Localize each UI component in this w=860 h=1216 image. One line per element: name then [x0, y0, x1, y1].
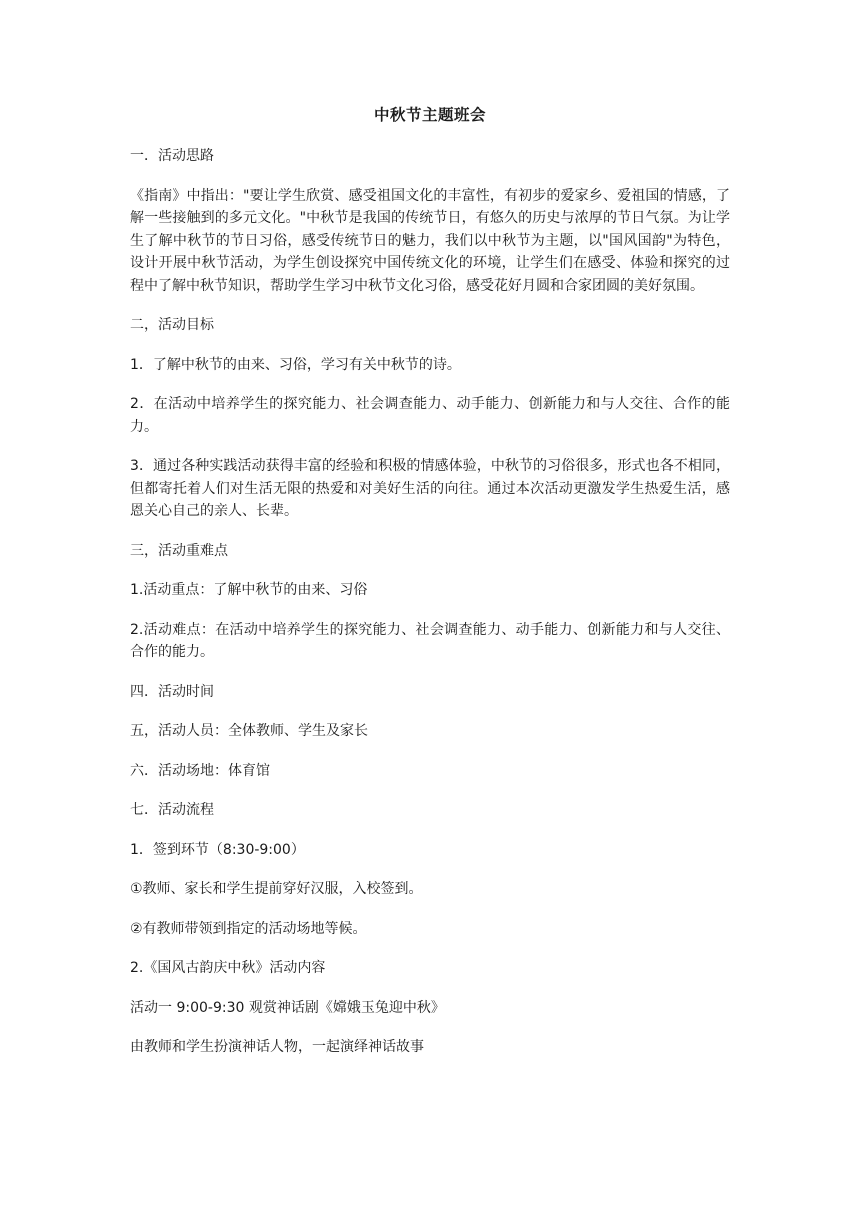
section-heading-process: 七．活动流程	[130, 802, 214, 818]
key-point-item: 2.活动难点：在活动中培养学生的探究能力、社会调查能力、动手能力、创新能力和与人交往、合作的能力。	[130, 621, 730, 660]
activity-line: 活动一 9:00-9:30 观赏神话剧《嫦娥玉兔迎中秋》	[130, 999, 445, 1016]
section-heading-key-points: 三，活动重难点	[130, 542, 228, 559]
process-substep: ②有教师带领到指定的活动场地等候。	[130, 920, 367, 937]
approach-paragraph: 《指南》中指出："要让学生欣赏、感受祖国文化的丰富性，有初步的爱家乡、爱祖国的情感，了解一些接触到的多元文化。"中秋节是我国的传统节日，有悠久的历史与浓厚的节日气氛。为让学生了解中秋节的节日习俗，感受传统节日的魅力，我们以中秋节为主题，以"国风国韵"为特色，设计开展中秋节活动，为学生创设探究中国传统文化的环境，让学生们在感受、体验和探究的过程中了解中秋节知识，帮助学生学习中秋节文化习俗，感受花好月圆和合家团圆的美好氛围。	[130, 187, 730, 294]
section-heading-approach: 一．活动思路	[130, 148, 214, 164]
activity-description: 由教师和学生扮演神话人物，一起演绎神话故事	[130, 1039, 424, 1055]
process-substep: ①教师、家长和学生提前穿好汉服，入校签到。	[130, 881, 423, 897]
section-heading-venue: 六．活动场地：体育馆	[130, 762, 270, 779]
section-heading-participants: 五，活动人员：全体教师、学生及家长	[130, 723, 368, 739]
section-heading-goals: 二，活动目标	[130, 317, 214, 333]
goal-item: 2．在活动中培养学生的探究能力、社会调查能力、动手能力、创新能力和与人交往、合作的能力。	[130, 396, 730, 435]
key-point-item: 1.活动重点：了解中秋节的由来、习俗	[130, 582, 368, 598]
section-heading-time: 四．活动时间	[130, 683, 214, 700]
process-step: 2.《国风古韵庆中秋》活动内容	[130, 960, 326, 976]
document-title: 中秋节主题班会	[373, 106, 486, 124]
document-body	[130, 103, 730, 1076]
goal-item: 3．通过各种实践活动获得丰富的经验和积极的情感体验，中秋节的习俗很多，形式也各不相同，但都寄托着人们对生活无限的热爱和对美好生活的向往。通过本次活动更激发学生热爱生活，感恩关心自己的亲人、长辈。	[130, 458, 730, 519]
process-step: 1．签到环节（8:30-9:00）	[130, 841, 305, 858]
goal-item: 1．了解中秋节的由来、习俗，学习有关中秋节的诗。	[130, 356, 461, 373]
